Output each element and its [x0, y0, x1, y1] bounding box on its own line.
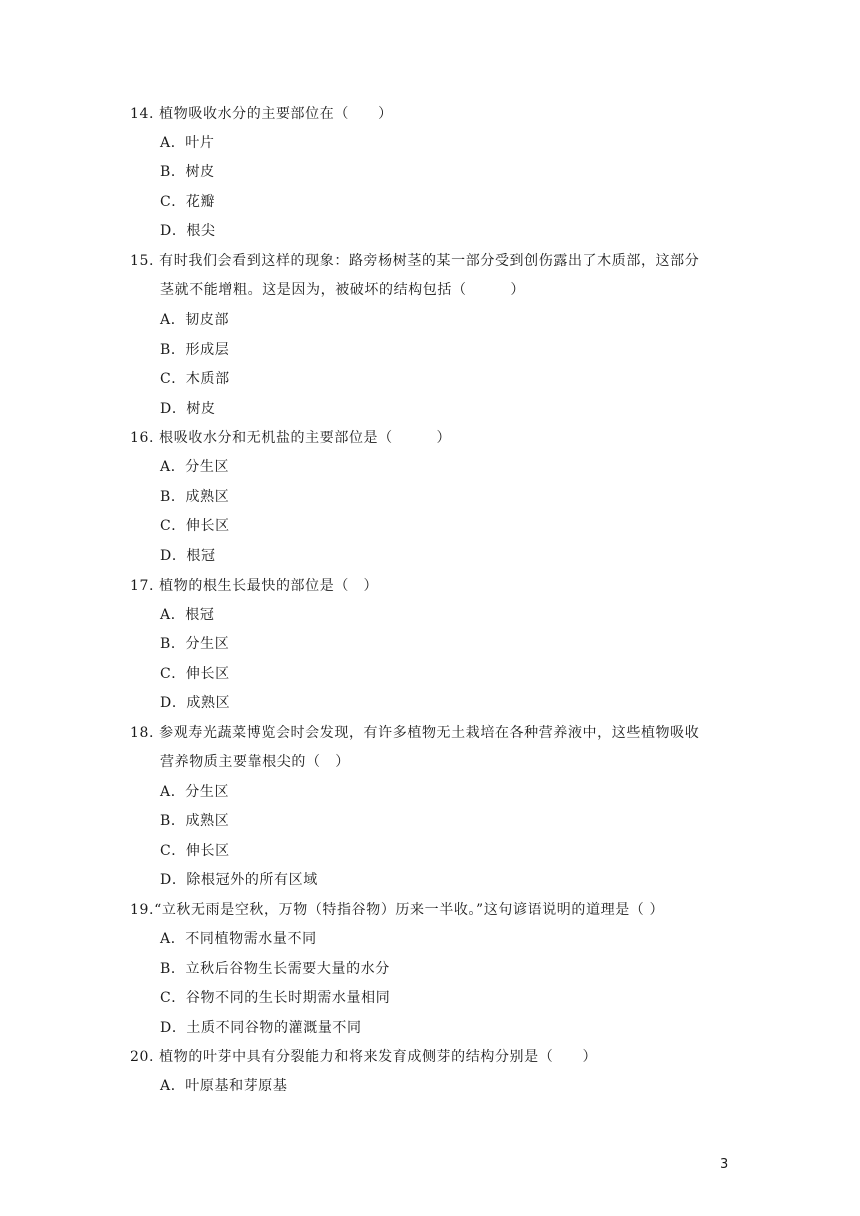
- option-d: D．根冠: [160, 548, 216, 564]
- option-a: A．分生区: [160, 459, 230, 475]
- option-b: B．树皮: [160, 164, 215, 180]
- question-text: 参观寿光蔬菜博览会时会发现，有许多植物无土栽培在各种营养液中，这些植物吸收: [159, 725, 700, 741]
- question-17: [130, 576, 378, 596]
- question-16: [130, 428, 451, 448]
- question-number: 16.: [130, 430, 155, 446]
- question-number: 19.: [130, 902, 155, 918]
- question-14: [130, 104, 393, 124]
- question-19: [130, 900, 664, 920]
- option-a: A．分生区: [160, 784, 230, 800]
- option-c: C．伸长区: [160, 518, 230, 534]
- option-c: C．木质部: [160, 371, 230, 387]
- question-number: 15.: [130, 253, 155, 269]
- question-15: [130, 251, 699, 271]
- question-number: 17.: [130, 578, 155, 594]
- question-number: 14.: [130, 106, 155, 122]
- question-18: [130, 723, 699, 743]
- option-b: B．成熟区: [160, 813, 230, 829]
- option-b: B．分生区: [160, 636, 230, 652]
- option-c: C．伸长区: [160, 843, 230, 859]
- option-a: A．根冠: [160, 607, 215, 623]
- question-number: 20.: [130, 1049, 155, 1065]
- question-text-continued: 营养物质主要靠根尖的（ ）: [160, 754, 350, 770]
- option-b: B．成熟区: [160, 489, 230, 505]
- question-text: 植物吸收水分的主要部位在（ ）: [159, 106, 393, 122]
- question-text: 植物的根生长最快的部位是（ ）: [159, 578, 379, 594]
- option-d: D．树皮: [160, 401, 216, 417]
- option-d: D．土质不同谷物的灌溉量不同: [160, 1020, 362, 1036]
- option-d: D．根尖: [160, 223, 216, 239]
- question-text: 根吸收水分和无机盐的主要部位是（ ）: [159, 430, 452, 446]
- page-number: 3: [720, 1157, 729, 1172]
- question-20: [130, 1047, 597, 1067]
- option-d: D．成熟区: [160, 695, 231, 711]
- option-c: C．谷物不同的生长时期需水量相同: [160, 990, 391, 1006]
- option-a: A．叶原基和芽原基: [160, 1078, 288, 1094]
- option-c: C．伸长区: [160, 666, 230, 682]
- option-b: B．立秋后谷物生长需要大量的水分: [160, 961, 390, 977]
- option-a: A．韧皮部: [160, 312, 230, 328]
- option-b: B．形成层: [160, 342, 230, 358]
- question-number: 18.: [130, 725, 155, 741]
- option-d: D．除根冠外的所有区域: [160, 872, 318, 888]
- option-c: C．花瓣: [160, 194, 216, 210]
- question-text: 有时我们会看到这样的现象：路旁杨树茎的某一部分受到创伤露出了木质部，这部分: [159, 253, 700, 269]
- option-a: A．叶片: [160, 135, 215, 151]
- question-text: 植物的叶芽中具有分裂能力和将来发育成侧芽的结构分别是（ ）: [159, 1049, 598, 1065]
- question-text: “立秋无雨是空秋，万物（特指谷物）历来一半收。”这句谚语说明的道理是（ ）: [154, 902, 665, 918]
- option-a: A．不同植物需水量不同: [160, 931, 317, 947]
- question-text-continued: 茎就不能增粗。这是因为，被破坏的结构包括（ ）: [160, 282, 525, 298]
